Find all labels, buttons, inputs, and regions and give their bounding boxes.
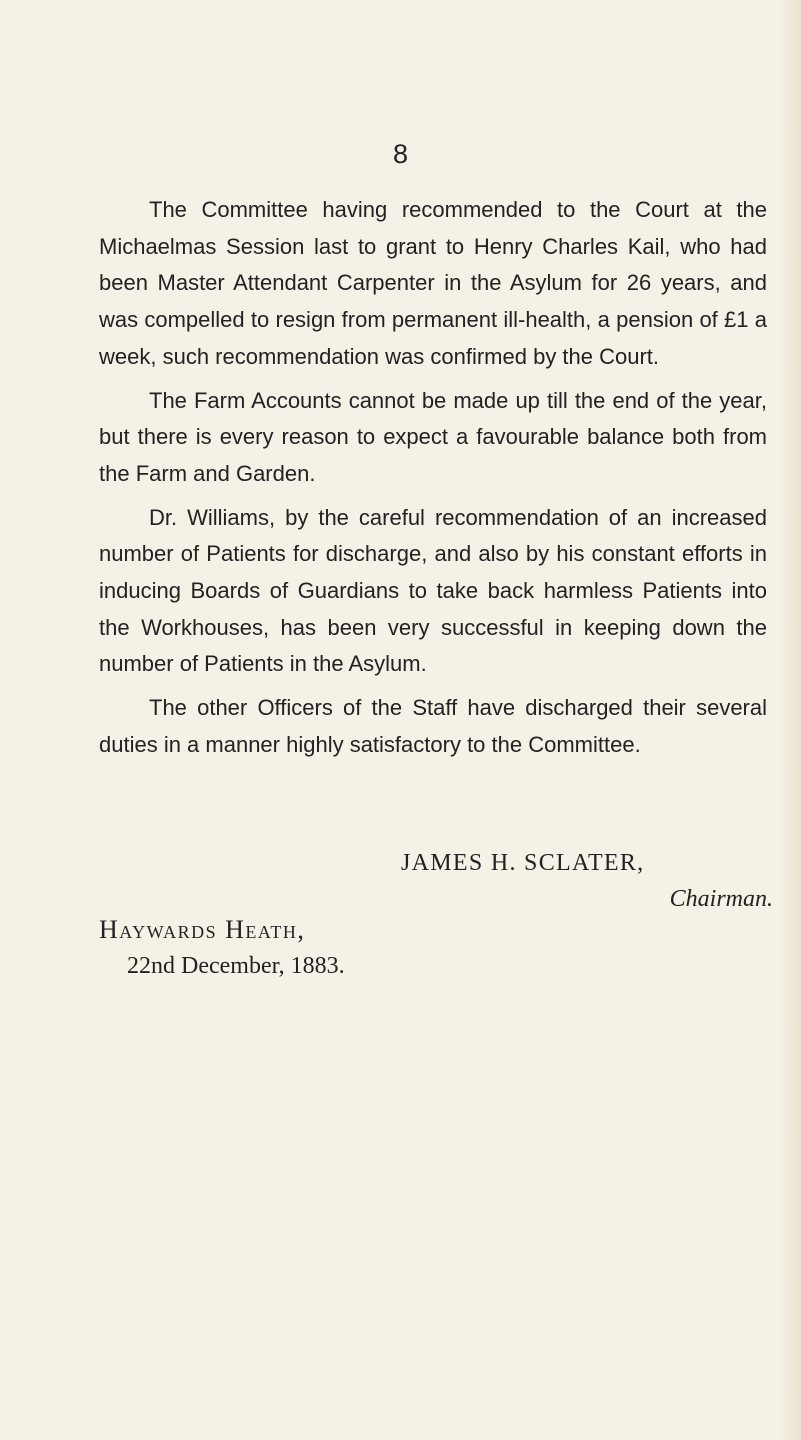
signatory-name: JAMES H. SCLATER, [401,850,645,876]
page-number: 8 [392,139,409,169]
page-edge-shadow [779,0,801,1440]
paragraph-dr-williams: Dr. Williams, by the careful recommendation of an increased number of Patients for discharge, and also by his constant efforts in inducing Boards of Guardians to take back harmless Patients into the Workhouses, has been very successful in keeping down the number of Patients in the Asylum. [99,504,767,677]
place-and-date [99,912,345,984]
place-name: Haywards Heath, [99,915,306,944]
signatory-title: Chairman. [669,886,773,912]
paragraph-pension: The Committee having recommended to the Court at the Michaelmas Session last to grant to Henry Charles Kail, who had been Master Attendant Carpenter in the Asylum for 26 years, and was compelled to resign from permanent ill-health, a pension of £1 a week, such recommendation was confirmed by the Court. [99,197,767,369]
document-date: 22nd December, 1883. [127,953,345,979]
paragraph-farm-accounts: The Farm Accounts cannot be made up till the end of the year, but there is every reason to expect a favourable balance both from the Farm and Garden. [99,387,767,486]
body-text [99,192,767,771]
paragraph-officers: The other Officers of the Staff have discharged their several duties in a manner highly satisfactory to the Committee. [99,695,767,757]
